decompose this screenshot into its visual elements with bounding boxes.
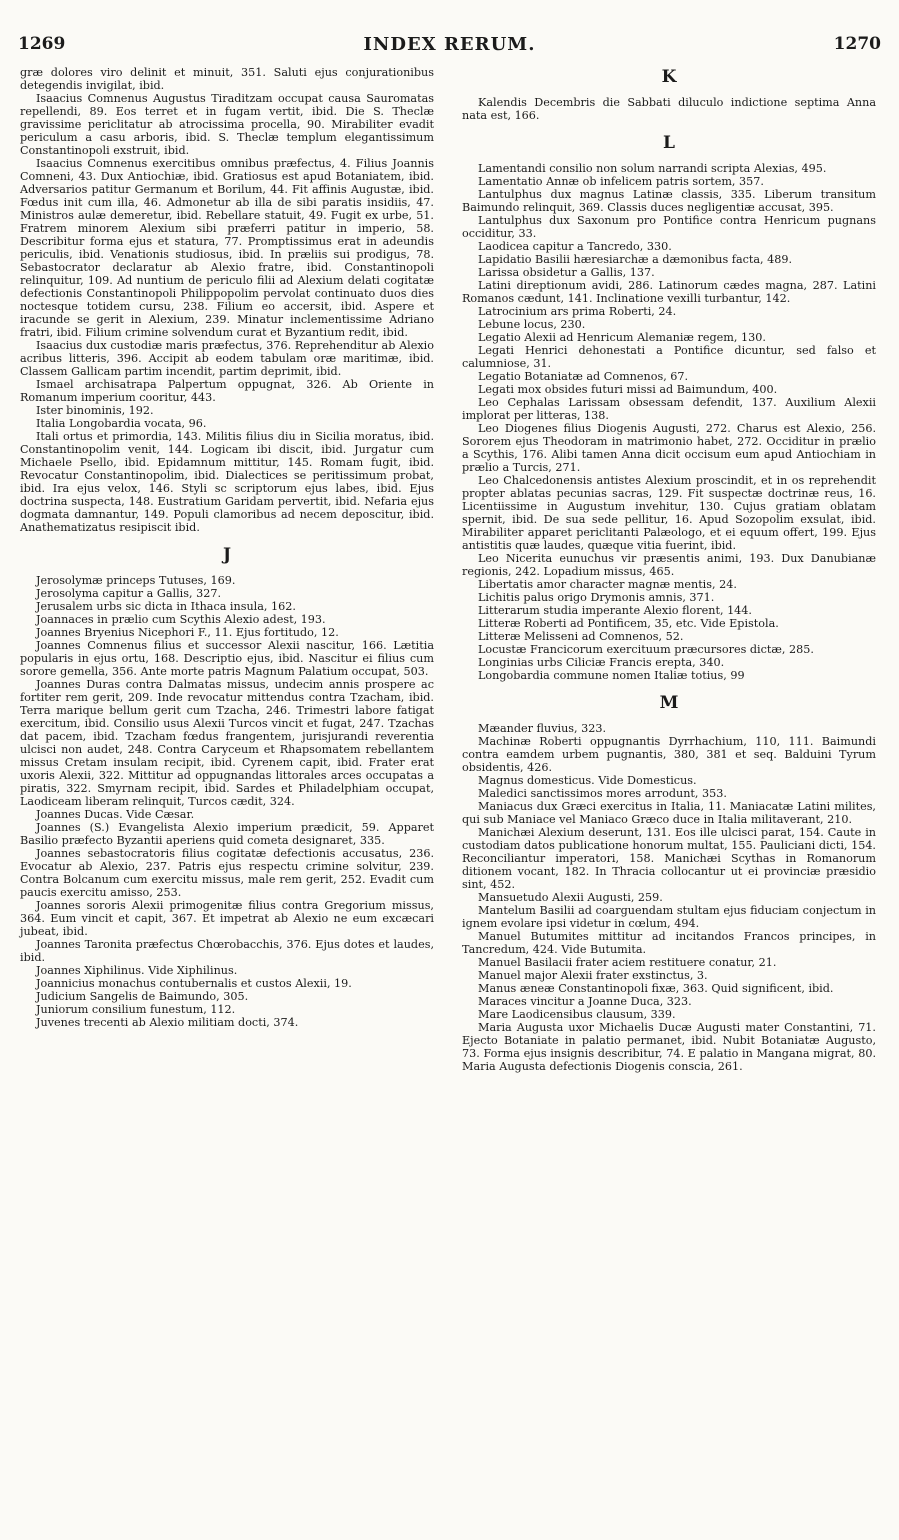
index-entry: Leo Nicerita eunuchus vir præsentis animi, 193. Dux Danubianæ regionis, 242. Lopadium missus, 465. [462,552,876,578]
index-entry: Latini direptionum avidi, 286. Latinorum cædes magna, 287. Latini Romanos cædunt, 141. Inclinatione vexilli turbantur, 142. [462,279,876,305]
index-entry: Isaacius Comnenus exercitibus omnibus præfectus, 4. Filius Joannis Comneni, 43. Dux Antiochiæ, ibid. Gratiosus est apud Botaniatem, ibid. Adversarios patitur Germanum et Borilum, 44. Fit affinis Augustæ, ibid. Fœdus init cum illa, 46. Admonetur ab illa de sibi paratis insidiis, 47. Ministros aulæ demeretur, ibid. Rebellare statuit, 49. Fugit ex urbe, 51. Fratrem minorem Alexium sibi præferri patitur in imperio, 58. Describitur forma ejus et statura, 77. Promptissimus erat in adeundis periculis, ibid. Venationis studiosus, ibid. In præliis sui prodigus, 78. Sebastocrator declaratur ab Alexio fratre, ibid. Constantinopoli relinquitur, 109. Ad nuntium de periculo filii ad Alexium delati cogitatæ defectionis Constantinopoli Philippopolim pervolat continuato duos dies noctesque totidem cursu, 238. Filium eo accersit, ibid. Aspere et iracunde se gerit in Alexium, 239. Minatur inclementissime Adriano fratri, ibid. Filium crimine solvendum curat et Byzantium redit, ibid. [20,157,434,339]
index-entry: Manuel Basilacii frater aciem restituere conatur, 21. [478,956,777,969]
index-entry: Larissa obsidetur a Gallis, 137. [478,266,655,279]
section-letter-k: K [661,67,677,87]
index-entry: Italia Longobardia vocata, 96. [36,417,207,430]
index-entry: Juniorum consilium funestum, 112. [36,1003,236,1016]
page-header [18,34,881,60]
index-entry: Mæander fluvius, 323. [478,722,607,735]
index-entry: Joannaces in prælio cum Scythis Alexio adest, 193. [36,613,326,626]
index-entry: Lichitis palus origo Drymonis amnis, 371. [478,591,715,604]
index-entry: Longobardia commune nomen Italiæ totius, 99 [478,669,745,682]
index-entry: Maria Augusta uxor Michaelis Ducæ Augusti mater Constantini, 71. Ejecto Botaniate in palatio permanet, ibid. Nubit Botaniatæ Augusto, 73. Forma ejus insignis describitur, 74. E palatio in Mangana migrat, 80. Maria Augusta defectionis Diogenis conscia, 261. [462,1021,876,1073]
index-entry: Leo Cephalas Larissam obsessam defendit, 137. Auxilium Alexii implorat per litteras, 138. [462,396,876,422]
index-entry: Isaacius dux custodiæ maris præfectus, 376. Reprehenditur ab Alexio acribus litteris, 396. Accipit ab eodem tabulam oræ maritimæ, ibid. Classem Gallicam partim incendit, partim deprimit, ibid. [20,339,434,378]
index-entry: Isaacius Comnenus Augustus Tiraditzam occupat causa Sauromatas repellendi, 89. Eos terret et in fugam vertit, ibid. Die S. Theclæ gravissime periclitatur ab atrocissima procella, 90. Mirabiliter evadit periculum a casu arboris, ibid. S. Theclæ templum elegantissimum Constantinopoli exstruit, ibid. [20,92,434,157]
index-entry: Machinæ Roberti oppugnantis Dyrrhachium, 110, 111. Baimundi contra eamdem urbem pugnantis, 380, 381 et seq. Balduini Tyrum obsidentis, 426. [462,735,876,774]
index-entry: Lantulphus dux magnus Latinæ classis, 335. Liberum transitum Baimundo relinquit, 369. Classis duces negligentiæ accusat, 395. [462,188,876,214]
index-entry: Lamentandi consilio non solum narrandi scripta Alexias, 495. [478,162,827,175]
index-entry: Joannes sororis Alexii primogenitæ filius contra Gregorium missus, 364. Eum vincit et capit, 367. Et impetrat ab Alexio ne eum excæcari jubeat, ibid. [20,899,434,938]
index-entry: Joannes (S.) Evangelista Alexio imperium prædicit, 59. Apparet Basilio præfecto Byzantii aperiens quid cometa designaret, 335. [20,821,434,847]
index-entry: Lamentatio Annæ ob infelicem patris sortem, 357. [478,175,764,188]
index-entry: Locustæ Francicorum exercituum præcursores dictæ, 285. [478,643,814,656]
index-entry: Joannes sebastocratoris filius cogitatæ defectionis accusatus, 236. Evocatur ab Alexio, 237. Patris ejus respectu crimine solvitur, 239. Contra Bolcanum cum exercitu missus, male rem gerit, 252. Evadit cum paucis exercitu amisso, 253. [20,847,434,899]
index-entry: Joannes Bryenius Nicephori F., 11. Ejus fortitudo, 12. [36,626,339,639]
index-entry: Lapidatio Basilii hæresiarchæ a dæmonibus facta, 489. [478,253,793,266]
index-entry: Mansuetudo Alexii Augusti, 259. [478,891,663,904]
index-entry: Legati mox obsides futuri missi ad Baimundum, 400. [478,383,778,396]
index-entry: Libertatis amor character magnæ mentis, 24. [478,578,737,591]
index-entry: Maniacus dux Græci exercitus in Italia, 11. Maniacatæ Latini milites, qui sub Maniace vel Maniaco Græco duce in Italia militaverant, 210. [462,800,876,826]
left-column [20,66,434,1029]
index-entry: Manuel major Alexii frater exstinctus, 3. [478,969,708,982]
index-entry: Legati Henrici dehonestati a Pontifice dicuntur, sed falso et calumniose, 31. [462,344,876,370]
index-entry: Lantulphus dux Saxonum pro Pontifice contra Henricum pugnans occiditur, 33. [462,214,876,240]
index-entry: græ dolores viro delinit et minuit, 351. Saluti ejus conjurationibus detegendis invigilat, ibid. [20,66,434,92]
section-letter-m: M [659,693,679,713]
index-entry: Mantelum Basilii ad coarguendam stultam ejus fiduciam conjectum in ignem evolare ipsi videtur in cœlum, 494. [462,904,876,930]
index-entry: Litteræ Melisseni ad Comnenos, 52. [478,630,684,643]
index-entry: Maraces vincitur a Joanne Duca, 323. [478,995,692,1008]
index-entry: Juvenes trecenti ab Alexio militiam docti, 374. [36,1016,299,1029]
index-entry: Magnus domesticus. Vide Domesticus. [478,774,697,787]
page-title: INDEX RERUM. [363,34,536,55]
section-letter-l: L [663,133,675,153]
section-letter-j: J [222,545,232,565]
right-column [462,66,876,1073]
index-entry: Litteræ Roberti ad Pontificem, 35, etc. Vide Epistola. [478,617,779,630]
index-entry: Ismael archisatrapa Palpertum oppugnat, 326. Ab Oriente in Romanum imperium cooritur, 443. [20,378,434,404]
index-entry: Lebune locus, 230. [478,318,586,331]
index-entry: Leo Diogenes filius Diogenis Augusti, 272. Charus est Alexio, 256. Sororem ejus Theodoram in matrimonio habet, 272. Occiditur in prælio a Scythis, 176. Alibi tamen Anna dicit occisum eum apud Antiochiam in prælio a Turcis, 271. [462,422,876,474]
index-entry: Joannes Comnenus filius et successor Alexii nascitur, 166. Lætitia popularis in ejus ortu, 168. Descriptio ejus, ibid. Nascitur ei filius cum sorore gemella, 356. Ante morte patris Magnum Palatium occupat, 503. [20,639,434,678]
index-entry: Leo Chalcedonensis antistes Alexium proscindit, et in os reprehendit propter ablatas pecunias sacras, 129. Fit suspectæ doctrinæ reus, 16. Licentiissime in Augustum invehitur, 130. Cujus gratiam oblatam spernit, ibid. De sua sede pellitur, 16. Apud Sozopolim exsulat, ibid. Mirabiliter apparet periclitanti Palæologo, et ei equum offert, 199. Ejus antistitis quæ laudes, quæque vitia fuerint, ibid. [462,474,876,552]
page-number-right: 1270 [833,34,881,54]
index-entry: Latrocinium ars prima Roberti, 24. [478,305,677,318]
index-entry: Jerusalem urbs sic dicta in Ithaca insula, 162. [36,600,296,613]
index-entry: Litterarum studia imperante Alexio florent, 144. [478,604,752,617]
index-entry: Ister binominis, 192. [36,404,154,417]
index-entry: Kalendis Decembris die Sabbati diluculo indictione septima Anna nata est, 166. [462,96,876,122]
index-entry: Joannicius monachus contubernalis et custos Alexii, 19. [36,977,352,990]
index-entry: Manichæi Alexium deserunt, 131. Eos ille ulcisci parat, 154. Caute in custodiam datos publicatione honorum multat, 155. Pauliciani dicti, 154. Reconciliantur imperatori, 158. Manichæi Scythas in Romanorum ditionem vocant, 182. In Thracia collocantur ut ei provinciæ præsidio sint, 452. [462,826,876,891]
index-entry: Manuel Butumites mittitur ad incitandos Francos principes, in Tancredum, 424. Vide Butumita. [462,930,876,956]
index-entry: Judicium Sangelis de Baimundo, 305. [36,990,249,1003]
index-entry: Longinias urbs Ciliciæ Francis erepta, 340. [478,656,725,669]
index-entry: Joannes Taronita præfectus Chœrobacchis, 376. Ejus dotes et laudes, ibid. [20,938,434,964]
index-entry: Joannes Xiphilinus. Vide Xiphilinus. [36,964,238,977]
index-entry: Joannes Duras contra Dalmatas missus, undecim annis prospere ac fortiter rem gerit, 209. Inde revocatur mittendus contra Tzacham, ibid. Terra marique bellum gerit cum Tzacha, 246. Trimestri labore fatigat exercitum, ibid. Consilio usus Alexii Turcos vincit et fugat, 247. Tzachas dat pacem, ibid. Tzacham fœdus frangentem, jurisjurandi reverentia ulcisci non audet, 248. Contra Caryceum et Rhapsomatem rebellantem missus Cretam insulam recipit, ibid. Cyrenem capit, ibid. Frater erat uxoris Alexii, 322. Mittitur ad oppugnandas littorales arces occupatas a piratis, 322. Smyrnam recipit, ibid. Sardes et Philadelphiam occupat, Laodiceam liberam relinquit, Turcos cædit, 324. [20,678,434,808]
index-entry: Laodicea capitur a Tancredo, 330. [478,240,672,253]
index-entry: Mare Laodicensibus clausum, 339. [478,1008,676,1021]
index-entry: Itali ortus et primordia, 143. Militis filius diu in Sicilia moratus, ibid. Constantinopolim venit, 144. Logicam ibi discit, ibid. Jurgatur cum Michaele Psello, ibid. Epidamnum mittitur, 145. Romam fugit, ibid. Revocatur Constantinopolim, ibid. Dialectices se peritissimum probat, ibid. Ira ejus velox, 146. Styli sc scriptorum ejus labes, ibid. Ejus doctrina suspecta, 148. Eustratium Garidam pervertit, ibid. Nefaria ejus dogmata damnantur, 149. Populi clamoribus ad necem deposcitur, ibid. Anathematizatus resipiscit ibid. [20,430,434,534]
page-number-left: 1269 [18,34,66,54]
index-entry: Legatio Botaniatæ ad Comnenos, 67. [478,370,689,383]
index-entry: Joannes Ducas. Vide Cæsar. [36,808,195,821]
index-entry: Manus æneæ Constantinopoli fixæ, 363. Quid significent, ibid. [478,982,834,995]
index-entry: Jerosolymæ princeps Tutuses, 169. [36,574,236,587]
index-entry: Legatio Alexii ad Henricum Alemaniæ regem, 130. [478,331,766,344]
index-entry: Jerosolyma capitur a Gallis, 327. [36,587,222,600]
index-entry: Maledici sanctissimos mores arrodunt, 353. [478,787,727,800]
